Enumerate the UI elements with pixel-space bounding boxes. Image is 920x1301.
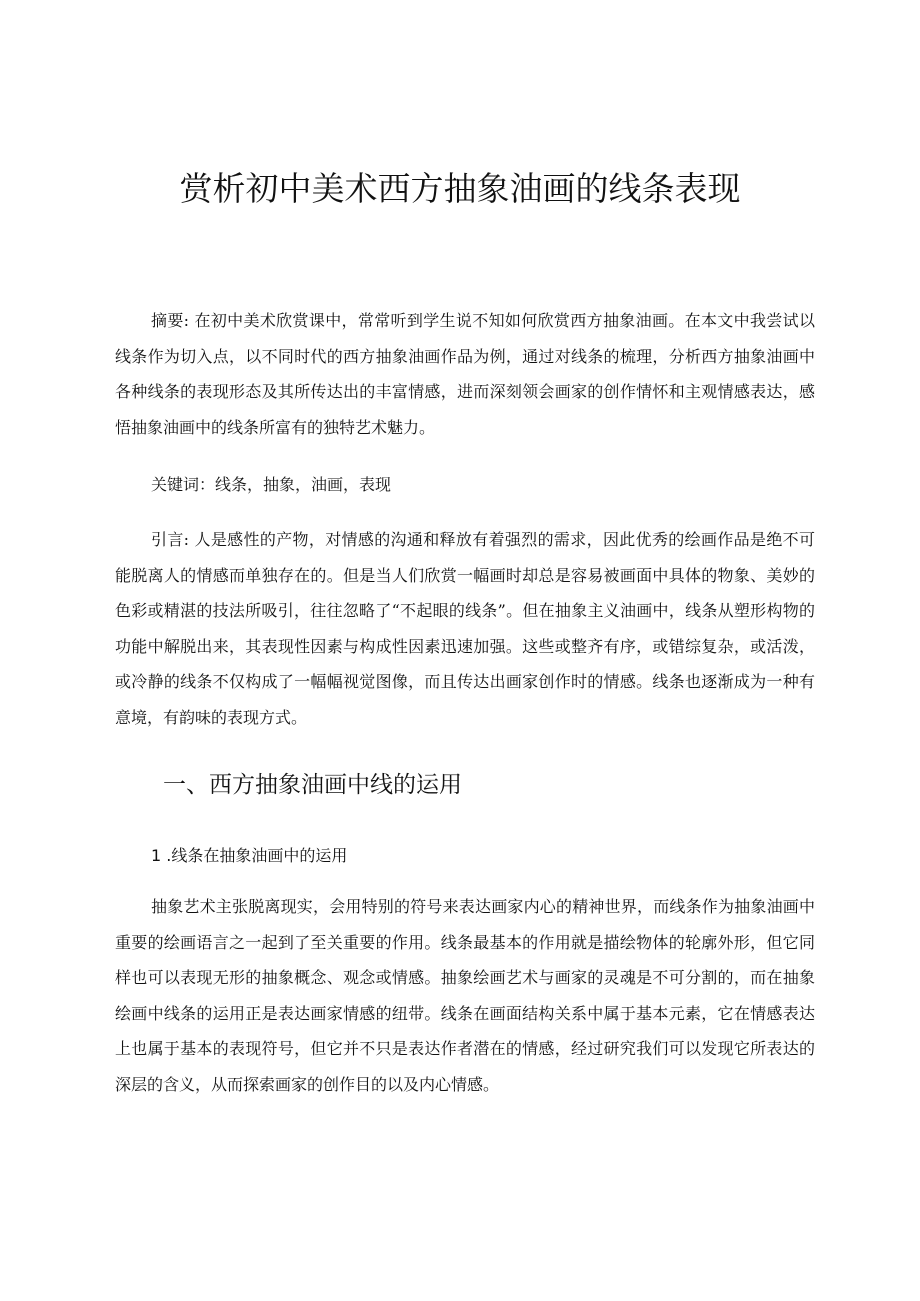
section-1-heading: 一、西方抽象油画中线的运用: [163, 772, 462, 798]
keywords-line: 关键词：线条，抽象，油画，表现: [151, 475, 392, 494]
introduction-paragraph: 引言: 人是感性的产物，对情感的沟通和释放有着强烈的需求，因此优秀的绘画作品是绝不可能脱离人的情感而单独存在的。但是当人们欣赏一幅画时却总是容易被画面中具体的物象、美妙的色彩或精湛的技法所吸引，往往忽略了“不起眼的线条”。但在抽象主义油画中，线条从塑形构物的功能中解脱出来，其表现性因素与构成性因素迅速加强。这些或整齐有序，或错综复杂，或活泼，或冷静的线条不仅构成了一幅幅视觉图像，而且传达出画家创作时的情感。线条也逐渐成为一种有意境，有韵味的表现方式。: [115, 530, 815, 727]
section-1-body-paragraph: 抽象艺术主张脱离现实，会用特别的符号来表达画家内心的精神世界，而线条作为抽象油画中重要的绘画语言之一起到了至关重要的作用。线条最基本的作用就是描绘物体的轮廓外形，但它同样也可以表现无形的抽象概念、观念或情感。抽象绘画艺术与画家的灵魂是不可分割的，而在抽象绘画中线条的运用正是表达画家情感的纽带。线条在画面结构关系中属于基本元素，它在情感表达上也属于基本的表现符号，但它并不只是表达作者潜在的情感，经过研究我们可以发现它所表达的深层的含义，从而探索画家的创作目的以及内心情感。: [115, 897, 815, 1094]
document-title: 赏析初中美术西方抽象油画的线条表现: [179, 169, 741, 208]
subsection-1-heading: 1 .线条在抽象油画中的运用: [151, 846, 348, 865]
abstract-paragraph: 摘要: 在初中美术欣赏课中，常常听到学生说不知如何欣赏西方抽象油画。在本文中我尝试以线条作为切入点，以不同时代的西方抽象油画作品为例，通过对线条的梳理，分析西方抽象油画中各种线条的表现形态及其所传达出的丰富情感，进而深刻领会画家的创作情怀和主观情感表达，感悟抽象油画中的线条所富有的独特艺术魅力。: [115, 311, 815, 437]
